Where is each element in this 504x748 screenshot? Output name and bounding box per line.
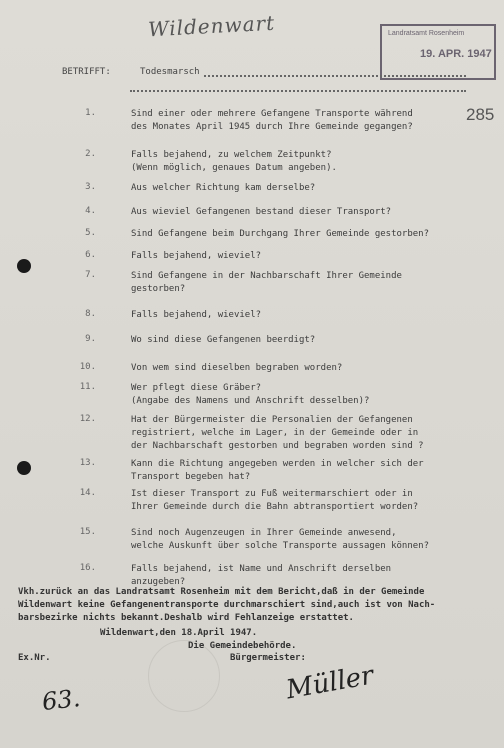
question-text: Von wem sind dieselben begraben worden? — [131, 363, 343, 373]
question-number: 13. — [79, 458, 96, 468]
question-number: 2. — [85, 149, 96, 159]
question-number: 12. — [79, 414, 96, 424]
question-number: 7. — [85, 270, 96, 280]
question-number: 3. — [85, 182, 96, 192]
ex-nr-label: Ex.Nr. — [18, 653, 51, 663]
handwritten-place-name: Wildenwart — [147, 10, 276, 42]
question-text: Wo sind diese Gefangenen beerdigt? — [131, 335, 316, 345]
question-text: Aus welcher Richtung kam derselbe? — [131, 183, 316, 193]
subject-dotted-underline — [130, 90, 466, 92]
question-number: 9. — [85, 334, 96, 344]
ex-nr-value: 63. — [40, 684, 82, 716]
question-number: 15. — [79, 527, 96, 537]
subject-value: Todesmarsch — [140, 67, 200, 77]
question-text: Falls bejahend, wieviel? — [131, 310, 262, 320]
punch-hole — [17, 259, 31, 273]
subject-label: BETRIFFT: — [62, 67, 111, 77]
authority-line-2: Bürgermeister: — [230, 653, 306, 663]
question-text: Sind noch Augenzeugen in Ihrer Gemeinde anwesend, welche Auskunft über solche Transporte aussagen können? — [131, 528, 430, 551]
punch-hole — [17, 461, 31, 475]
question-number: 1. — [85, 108, 96, 118]
subject-dotted-line — [204, 75, 466, 77]
closing-statement: Vkh.zurück an das Landratsamt Rosenheim mit dem Bericht,daß in der Gemeinde Wildenwart keine Gefangenentransporte durchmarschiert sind,auch ist von Nach- barsbezirke nichts bekannt.Deshalb wird Fehlanzeige erstattet. — [18, 587, 436, 623]
question-text: Aus wieviel Gefangenen bestand dieser Transport? — [131, 207, 392, 217]
question-number: 11. — [79, 382, 96, 392]
mayor-signature: Müller — [284, 660, 376, 706]
question-text: Ist dieser Transport zu Fuß weitermarschiert oder in Ihrer Gemeinde durch die Bahn abtransportiert worden? — [131, 489, 419, 512]
question-text: Sind einer oder mehrere Gefangene Transporte während des Monates April 1945 durch Ihre Gemeinde gegangen? — [131, 109, 413, 132]
question-number: 10. — [79, 362, 96, 372]
question-number: 6. — [85, 250, 96, 260]
question-text: Sind Gefangene in der Nachbarschaft Ihrer Gemeinde gestorben? — [131, 271, 402, 294]
question-number: 8. — [85, 309, 96, 319]
reference-number: 285 — [466, 105, 495, 124]
received-stamp — [380, 24, 496, 80]
authority-line-1: Die Gemeindebehörde. — [188, 641, 297, 651]
question-number: 5. — [85, 228, 96, 238]
question-number: 14. — [79, 488, 96, 498]
question-text: Kann die Richtung angegeben werden in welcher sich der Transport begeben hat? — [131, 459, 424, 482]
question-number: 4. — [85, 206, 96, 216]
stamp-office: Landratsamt Rosenheim — [388, 30, 465, 37]
question-text: Falls bejahend, zu welchem Zeitpunkt? (Wenn möglich, genaues Datum angeben). — [131, 150, 337, 173]
question-text: Wer pflegt diese Gräber? (Angabe des Namens und Anschrift desselben)? — [131, 383, 370, 406]
question-text: Falls bejahend, ist Name und Anschrift derselben anzugeben? — [131, 564, 392, 587]
question-text: Falls bejahend, wieviel? — [131, 251, 262, 261]
place-date: Wildenwart,den 18.April 1947. — [100, 628, 258, 638]
question-text: Hat der Bürgermeister die Personalien der Gefangenen registriert, welche im Lager, in der Gemeinde oder in der Nachbarschaft gestorben und begraben worden sind ? — [131, 415, 424, 451]
stamp-date: 19. APR. 1947 — [420, 48, 492, 60]
question-number: 16. — [79, 563, 96, 573]
question-text: Sind Gefangene beim Durchgang Ihrer Gemeinde gestorben? — [131, 229, 430, 239]
